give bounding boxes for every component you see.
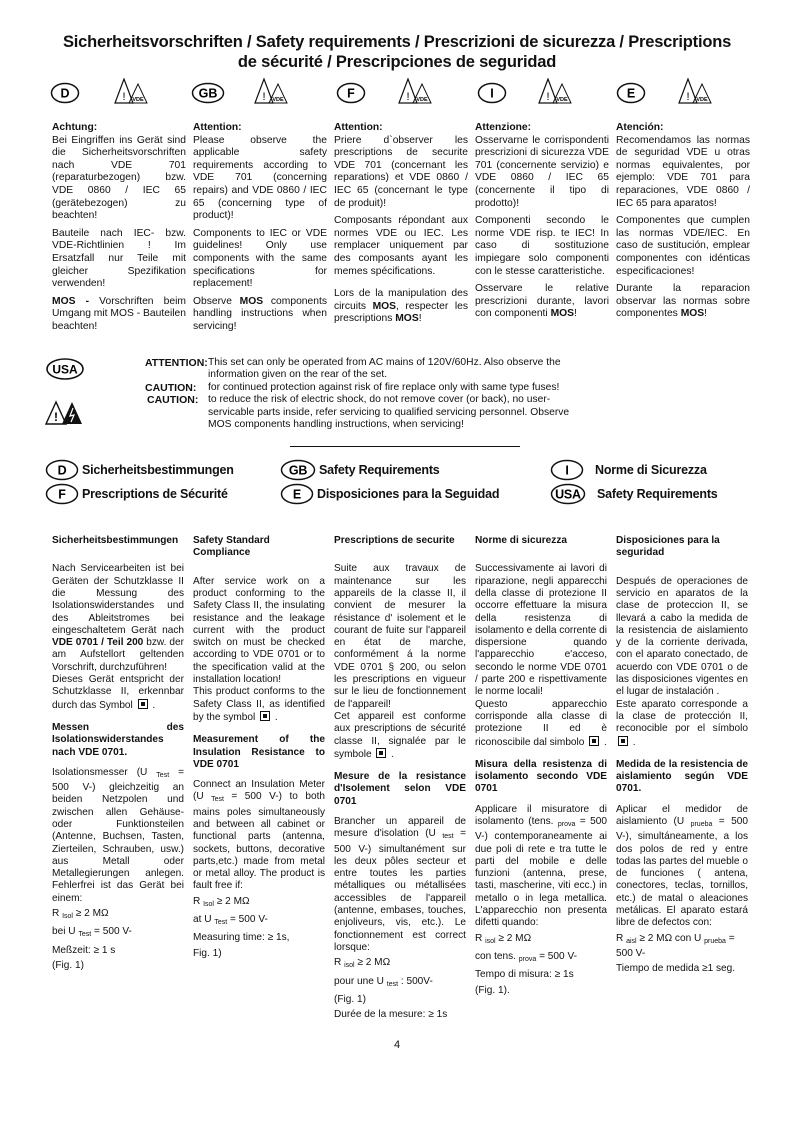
text-run: ≥ 2 MΩ [73,908,109,920]
class-ii-symbol-icon [618,736,628,746]
formula-line [193,932,325,944]
text-run: Mesure de la resistance d'Isolement selon VDE 0701 [334,771,466,807]
formula-line [475,985,607,997]
paragraph [475,135,609,211]
subscript: Isol [62,913,73,921]
paragraph [52,296,186,334]
section-heading [616,759,748,796]
bold-text: MOS [680,308,705,320]
paragraph [334,135,468,211]
svg-text:USA: USA [555,487,581,502]
formula-line [334,1009,466,1021]
text-run: = 500 V- [616,932,735,959]
class-ii-symbol-icon [138,699,148,709]
caution-shock-text: to reduce the risk of electric shock, do not remove cover (or back), no user-servicable parts inside, refer servicing to qualified servicing personnel. Observe MOS components handling instructions, when servicing! [208,394,570,431]
svg-text:VDE: VDE [556,97,568,103]
svg-text:VDE: VDE [132,97,144,103]
text-run: Meßzeit: ≥ 1 s [52,944,116,956]
warning-vde-triangle-icon [678,78,712,104]
column-heading: Atención: [616,122,664,133]
divider [290,446,520,447]
paragraph [193,576,325,687]
text-run: Please observe the applicable safety requirements according to VDE 701 (concerning repairs) and VDE 0860 / IEC 65 (concerning type of product)! [193,134,327,222]
warning-column [475,122,609,326]
formula-line [334,957,466,972]
section-heading [475,759,607,796]
legend-label: Disposiciones para la Seguidad [317,487,500,502]
legend-item [280,483,550,505]
country-usa-oval-icon [550,483,586,505]
paragraph [334,711,466,761]
paragraph [193,135,327,223]
text-run: Tiempo de medida ≥1 seg. [616,963,736,975]
paragraph [616,215,750,278]
text-run: Este aparato corresponde a la clase de protección II, reconocible por el símbolo [616,698,748,735]
svg-text:D: D [60,86,70,101]
text-run: Tempo di misura: ≥ 1s [475,969,574,981]
formula-line [475,933,607,948]
text-run: at U [193,914,215,926]
svg-text:GB: GB [198,86,218,101]
paragraph [616,135,750,211]
text-run: = 500 V-) to both mains poles simultaneously and between all cabinet or functional parts (antenna, sockets, buttons, decorative parts,etc.) made from metal or metal alloy. The product is fault free if: [193,791,325,892]
class-ii-symbol-icon [589,736,599,746]
text-run: . [149,699,156,711]
subscript: aisl [626,937,637,945]
paragraph [193,228,327,291]
attention-text: This set can only be operated from AC mains of 120V/60Hz. Also observe the information given on the rear of the set. [208,356,561,381]
paragraph [334,215,468,278]
svg-text:!: ! [54,409,58,424]
subscript: test [442,833,454,841]
subscript: Isol [203,900,214,908]
paragraph [52,674,184,712]
text-run: Priere d`observer les prescriptions de securite VDE 701 (concernant les reparations) et VDE 0860 / IEC 65 (concernant le type de produit)! [334,134,468,209]
warning-columns [52,122,794,339]
text-run: = 500 V- [536,950,577,962]
column-heading: Safety Standard Compliance [193,535,270,559]
subscript: Test [156,771,170,779]
svg-text:!: ! [686,91,690,103]
text-run: (Fig. 1) [52,959,84,971]
text-run: Componentes que cumplen las normas VDE/IEC. En caso de sustitución, emplear componentes con idénticas especificaciones! [616,215,750,277]
warning-vde-triangle-icon [398,78,432,104]
country-i-oval-icon [477,82,507,104]
text-run: Cet appareil est conforme aux prescriptions de sécurité classe II, signalée par le symbole [334,710,466,760]
text-run: After service work on a product conforming to the Safety Class II, the insulating resistance and the leakage current with the product switch on must be checked according to VDE 0701 or to the specification valid at the installation location! [193,575,325,686]
bold-text: MOS [239,295,264,307]
text-run: Components to IEC or VDE guidelines! Only use components with the same specifications for replacement! [193,227,327,290]
column-heading: Achtung: [52,122,98,133]
text-run: Medida de la resistencia de aislamiento según VDE 0701. [616,758,748,795]
subscript: Test [214,919,228,927]
formula-line [52,908,184,923]
column-heading: Attention: [193,122,242,133]
svg-text:F: F [347,86,355,101]
paragraph [193,296,327,334]
text-run: = 500 V-) gleichzeitig an beiden Netzpolen und zwischen allen Gehäuse- oder Funktionsteilen (Antenne, Buchsen, Tasten, Zierteilen, Schrauben, usw.) aus Metall oder Metallegierungen anlegen. Fehlerfrei ist das Gerät bei einem: [52,766,184,904]
column-heading: Attenzione: [475,122,532,133]
svg-text:D: D [57,463,67,478]
text-run: R [193,895,204,907]
svg-text:!: ! [546,91,550,103]
paragraph [52,767,184,905]
paragraph [52,563,184,674]
text-run: Questo apparecchio corrisponde alla classe di protezione II ed è riconoscibile dal simbolo [475,698,607,748]
formula-line [193,896,325,911]
warning-column [616,122,750,326]
safety-column [52,535,184,972]
text-run: Bei Eingriffen ins Gerät sind die Sicherheitsvorschriften nach VDE 701 (reparaturbezogen) bzw. VDE 0860 / IEC 65 (gerätebezogen) zu beachten! [52,134,186,222]
text-run: Observe [193,295,240,307]
legend-label: Norme di Sicurezza [595,463,707,478]
class-ii-symbol-icon [376,748,386,758]
svg-text:VDE: VDE [416,97,428,103]
attention-label: ATTENTION: [145,356,208,369]
bold-text: MOS [550,308,575,320]
svg-text:VDE: VDE [696,97,708,103]
paragraph [616,576,748,699]
legend-item [280,459,550,481]
warning-vde-triangle-icon [114,78,148,104]
formula-line [334,994,466,1006]
formula-line [475,969,607,981]
country-gb-oval-icon [191,82,225,104]
text-run: Measurement of the Insulation Resistance to VDE 0701 [193,734,325,770]
text-run: Lors de la manipulation des circuits [334,288,468,312]
usa-icons [45,357,145,433]
column-heading: Norme di sicurezza [475,535,567,547]
safety-column [475,535,607,997]
svg-text:E: E [292,487,302,502]
text-run: Durante la reparacion observar las normas sobre componentes [616,283,750,320]
bold-text: MOS - [52,295,90,307]
warning-column [334,122,468,331]
subscript: Test [211,796,224,804]
text-run: Durée de la mesure: ≥ 1s [334,1009,448,1021]
subscript: isol [485,937,496,945]
formula-line [475,951,607,966]
legend-item [550,459,794,481]
text-run: Componenti secondo le norme VDE risp. te IEC! In caso di sostituzione impiegare solo componenti con le stesse caratteristiche. [475,215,609,277]
language-flag-row [0,78,794,110]
text-run: Osservarne le corrispondenti prescrizioni di sicurezza VDE 701 (concernente servizio) e VDE 0860 / IEC 65 (concernente il tipo di prodotto)! [475,134,609,209]
column-heading: Prescriptions de securite [334,535,455,547]
warning-shock-triangles-icon [45,400,85,426]
warning-vde-triangle-icon [254,78,288,104]
formula-line [334,976,466,991]
legend-label: Safety Requirements [597,487,718,502]
text-run: . [388,748,394,760]
country-f-oval-icon [45,483,79,505]
usa-section [45,357,794,433]
formula-line [616,963,748,975]
text-run: ! [418,313,422,325]
paragraph [334,288,468,326]
text-run: con tens. [475,950,519,962]
subscript: test [386,980,399,988]
text-run: . [630,736,636,748]
legend-item [550,483,794,505]
svg-text:I: I [490,86,494,101]
text-run: Después de operaciones de servicio en aparatos de la clase de proteccion II, se llevará a cabo la medida de la resistencia de aislamiento y de la corriente derivada, con el aparato conectado, de acuerdo con VDE 0701 o de las disposiciones vigentes en el lugar de instalación . [616,575,748,698]
text-run: bzw. der am Aufstellort geltenden Vorschrift, durchzuführen! [52,637,184,673]
text-run: = 500 V-) contemporaneamente ai due poli di rete e tra tutte le parti del mobile e delle funzioni (antenna, prese, tasti, mascherine, viti ecc.) in metallo o in lega metallica. L'apparecchio non presenta difetti quando: [475,816,607,929]
paragraph [334,563,466,711]
section-heading [52,722,184,759]
text-run: components handling instructions when servicing! [193,295,327,332]
bold-text: MOS [395,313,419,325]
paragraph [193,779,325,893]
text-run: Bauteile nach IEC- bzw. VDE-Richtlinien ! Im Ersatzfall nur Teile mit gleicher Spezifikation verwenden! [52,227,186,290]
formula-line [193,948,325,960]
text-run: Applicare il misuratore di isolamento (tens. [475,803,607,827]
svg-text:E: E [626,86,636,101]
text-run: ≥ 2 MΩ [354,957,391,969]
text-run: = 500 V- [227,914,268,926]
bold-text: VDE 0701 / Teil 200 [52,637,144,649]
text-run: Vorschriften beim Umgang mit MOS - Bauteilen beachten! [52,295,186,332]
svg-text:VDE: VDE [272,97,284,103]
paragraph [334,816,466,954]
page-number: 4 [393,1039,401,1052]
formula-line [52,945,184,957]
paragraph [616,699,748,749]
caution-label: CAUTION: [147,394,199,407]
subscript: prueba [704,937,726,945]
text-run: Messen des Isolationswiderstandes nach VDE 0701. [52,721,184,758]
text-run: = 500 V-) simultanément sur les deux pôles secteur et entre toutes les parties métalliques ou métallisées accessibles de l'appareil (antenne, embases, touches, enjoliveurs, vis, etc.). Le fonctionnement est correct lorsque: [334,828,466,953]
usa-flag-icon [45,357,85,381]
legend-item [45,459,280,481]
text-run: Osservare le relative prescrizioni durante, lavori con componenti [475,283,609,320]
subscript: Test [78,931,92,939]
svg-text:!: ! [262,91,266,103]
text-run: R [616,932,627,944]
warning-vde-triangle-icon [538,78,572,104]
text-run: Aplicar el medidor de aislamiento (U [616,803,748,827]
text-run: Composants répondant aux normes VDE ou IEC. Les remplacer uniquement par des composants ayant les memes spécifications. [334,215,468,277]
svg-text:!: ! [406,91,410,103]
country-d-oval-icon [45,459,79,481]
paragraph [52,135,186,223]
svg-text:GB: GB [288,463,308,478]
text-run: This product conforms to the Safety Class II, as identified by the symbol [193,686,325,723]
text-run: = 500 V-), simultáneamente, a los dos polos de red y entre todas las partes del mueble o de funciones ( antena, conectores, teclas, tornillos, etc.) de matal o aleaciones metálicas. El aparato estará libre de defectos con: [616,816,748,929]
text-run: Isolationsmesser (U [52,766,157,778]
country-i-oval-icon [550,459,584,481]
country-gb-oval-icon [280,459,316,481]
text-run: ! [704,308,708,320]
text-run: pour une U [334,975,387,987]
warning-column [193,122,327,339]
text-run: , respecter les prescriptions [334,300,469,325]
legend-label: Safety Requirements [319,463,440,478]
column-heading: Disposiciones para la seguridad [616,535,720,559]
text-run: ≥ 2 MΩ [214,895,250,907]
text-run: bei U [52,926,79,938]
text-run: Dieses Gerät entspricht der Schutzklasse II, erkennbar durch das Symbol [52,674,184,711]
bold-text: MOS [372,300,397,312]
text-run: . [272,711,278,723]
text-run: Recomendamos las normas de seguridad VDE u otras normas equivalentes, por ejemplo: VDE 701 para reparaciones, VDE 0860 / IEC 65 para aparatos! [616,134,750,209]
svg-text:USA: USA [52,362,78,376]
text-run: Measuring time: ≥ 1s, [193,932,290,944]
formula-line [52,926,184,941]
text-run: Fig. 1) [193,947,222,959]
text-run: R [52,908,63,920]
text-run: (Fig. 1) [334,993,366,1005]
svg-text:I: I [565,463,569,478]
caution-label: CAUTION: [145,381,197,394]
svg-text:F: F [58,487,66,502]
paragraph [475,699,607,749]
country-e-oval-icon [280,483,314,505]
subscript: prova [557,821,576,828]
formula-line [193,914,325,929]
paragraph [475,283,609,321]
paragraph [52,228,186,291]
subscript: prueba [690,821,713,828]
paragraph [475,804,607,930]
safety-column [334,535,466,1021]
class-ii-symbol-icon [260,711,270,721]
safety-column [193,535,325,960]
formula-line [616,933,748,961]
subscript: isol [344,962,355,970]
text-run: (Fig. 1). [475,984,510,996]
text-run: ≥ 2 MΩ [495,932,532,944]
warning-column [52,122,186,339]
svg-text:!: ! [122,91,126,103]
title-line-1: Sicherheitsvorschriften / Safety requirements / Prescrizioni de sicurezza / Prescriptions [62,33,732,51]
legend-label: Prescriptions de Sécurité [82,487,228,502]
text-run: ≥ 2 MΩ con U [636,932,705,944]
paragraph [193,686,325,724]
paragraph [475,215,609,278]
paragraph [616,283,750,321]
paragraph [475,563,607,698]
text-run: Brancher un appareil de mesure d'isolation (U [334,816,466,840]
country-d-oval-icon [50,82,80,104]
caution-fire-text: for continued protection against risk of fire replace only with same type fuses! [208,381,560,393]
legend-label: Sicherheitsbestimmungen [82,463,234,478]
language-legend [45,459,794,505]
text-run: Successivamente ai lavori di riparazione, negli apparecchi della classe di protezione II occorre effettuare la misura della resistenza di isolamento e della corrente di dispersione quando l'apparecchio e'acceso, secondo le norme VDE 0701 / parte 200 e rispettivamente le norme locali! [475,563,607,698]
text-run: Suite aux travaux de maintenance sur les appareils de la classe II, il convient de mesurer la résistance d' isolement et le courant de fuite sur l'appareil en état de marche, conformément á la norme VDE 0701 § 200, ou selon les prescriptions en vigueur sur le lieu de fonctionnement de l'appareil! [334,563,466,710]
paragraph [616,804,748,930]
text-run: Nach Servicearbeiten ist bei Geräten der Schutzklasse II die Messung des Isolationswiderstandes und des Ableitstromes bei eingeschaltetem Gerät nach [52,563,184,636]
country-e-oval-icon [616,82,646,104]
subscript: prova [518,955,537,963]
text-run: R [334,957,345,969]
section-heading [193,734,325,771]
text-run: : 500V- [398,975,433,987]
country-f-oval-icon [336,82,366,104]
text-run: R [475,932,486,944]
formula-line [52,960,184,972]
legend-item [45,483,280,505]
section-heading [334,771,466,808]
text-run: . [601,736,607,748]
text-run: Misura della resistenza di isolamento secondo VDE 0701 [475,758,607,795]
page-title [30,32,764,72]
title-line-2: de sécurité / Prescripciones de seguridad [237,53,557,71]
text-run: ! [574,308,577,320]
column-heading: Sicherheitsbestimmungen [52,535,179,547]
safety-columns [52,535,794,1021]
safety-column [616,535,748,976]
column-heading: Attention: [334,122,383,133]
text-run: Connect an Insulation Meter (U [193,779,325,803]
text-run: = 500 V- [91,926,132,938]
